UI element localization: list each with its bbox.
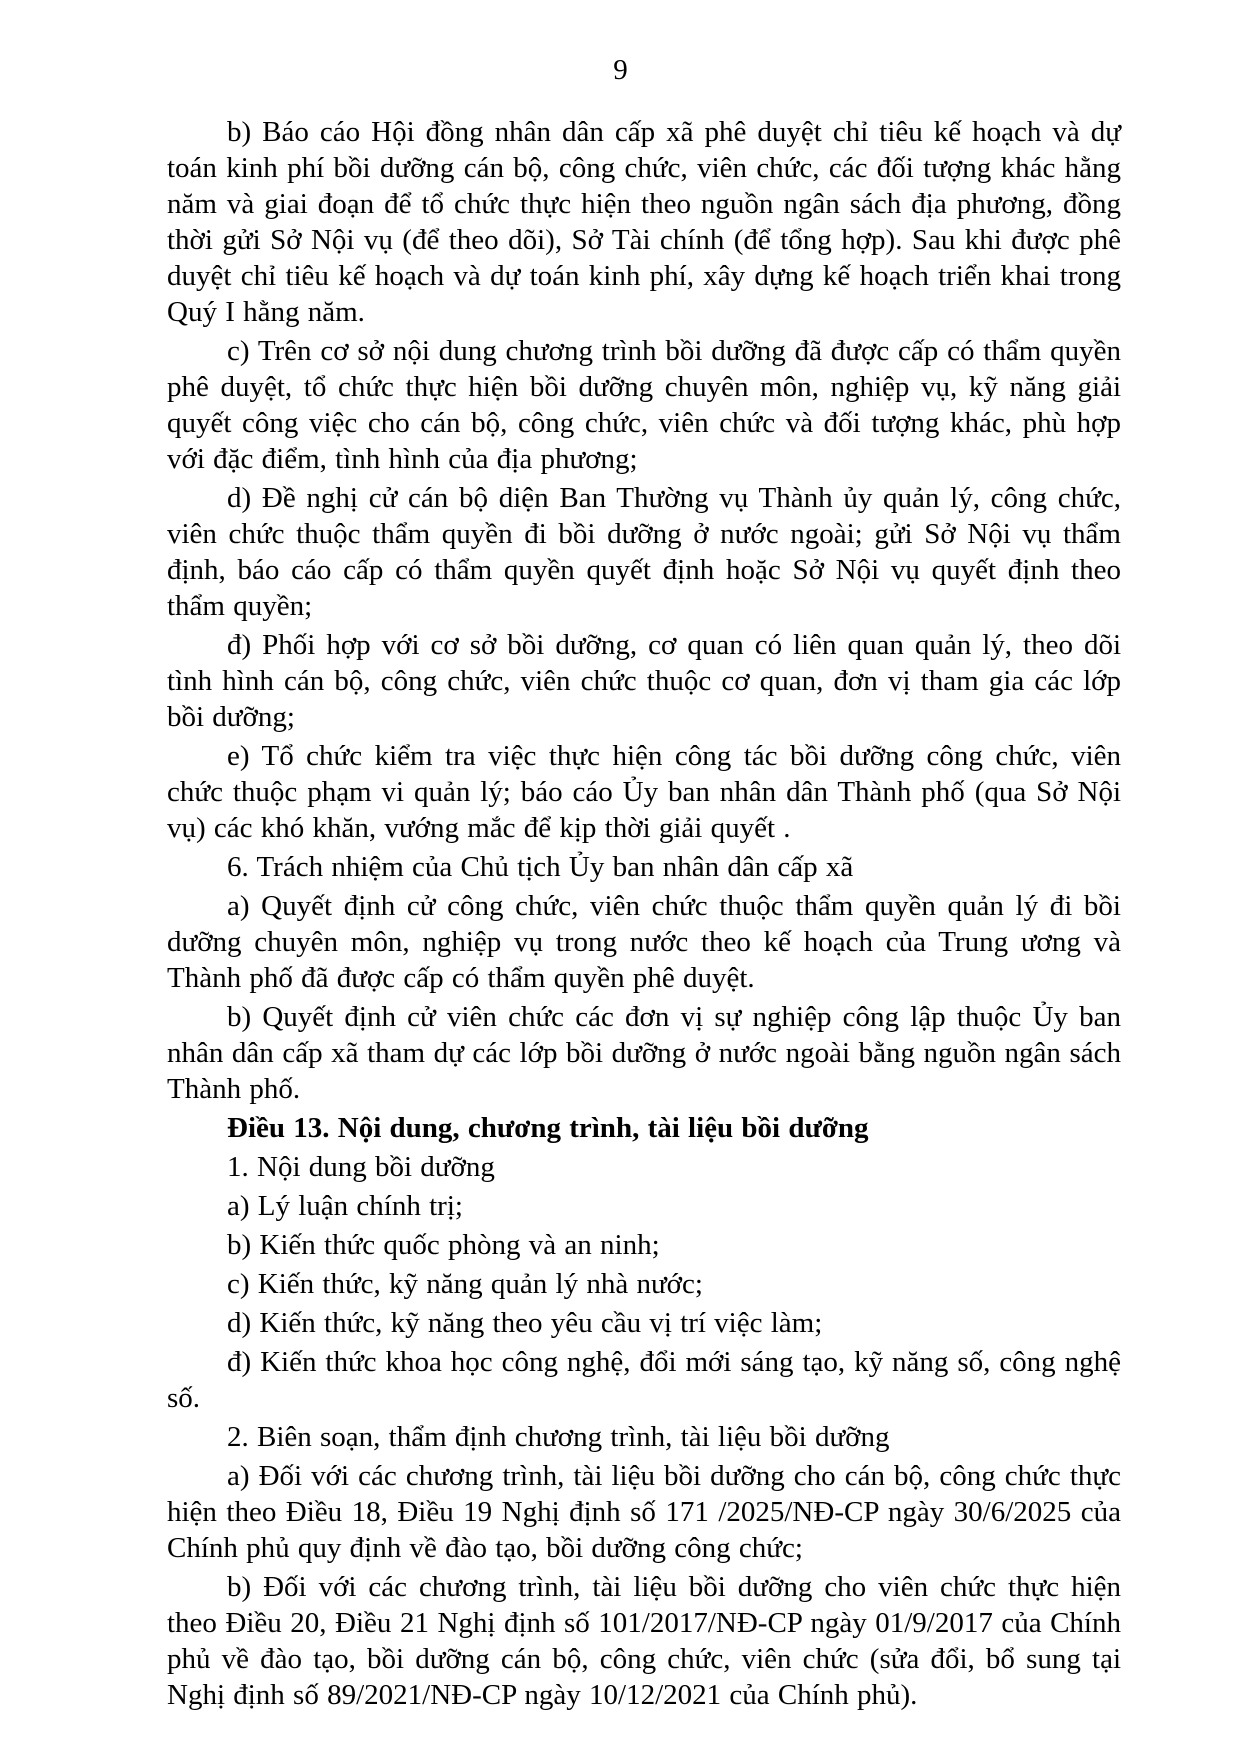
item-1dd-science-technology: đ) Kiến thức khoa học công nghệ, đổi mới sáng tạo, kỹ năng số, công nghệ số. — [167, 1346, 1121, 1414]
paragraph-c-implement-program: c) Trên cơ sở nội dung chương trình bồi dưỡng đã được cấp có thẩm quyền phê duyệt, tổ chức thực hiện bồi dưỡng chuyên môn, nghiệp vụ, kỹ năng giải quyết công việc cho cán bộ, công chức, viên chức và đối tượng khác, phù hợp với đặc điểm, tình hình của địa phương; — [167, 335, 1121, 475]
paragraph-b-report-council: b) Báo cáo Hội đồng nhân dân cấp xã phê duyệt chỉ tiêu kế hoạch và dự toán kinh phí bồi dưỡng cán bộ, công chức, viên chức, các đối tượng khác hằng năm và giai đoạn để tổ chức thực hiện theo nguồn ngân sách địa phương, đồng thời gửi Sở Nội vụ (để theo dõi), Sở Tài chính (để tổng hợp). Sau khi được phê duyệt chỉ tiêu kế hoạch và dự toán kinh phí, xây dựng kế hoạch triển khai trong Quý I hằng năm. — [167, 116, 1121, 328]
paragraph-e-inspect: e) Tổ chức kiểm tra việc thực hiện công tác bồi dưỡng công chức, viên chức thuộc phạm vi quản lý; báo cáo Ủy ban nhân dân Thành phố (qua Sở Nội vụ) các khó khăn, vướng mắc để kịp thời giải quyết . — [167, 740, 1121, 844]
page-number: 9 — [613, 54, 628, 86]
paragraph-d-propose-cadres: d) Đề nghị cử cán bộ diện Ban Thường vụ Thành ủy quản lý, công chức, viên chức thuộc thẩm quyền đi bồi dưỡng ở nước ngoài; gửi Sở Nội vụ thẩm định, báo cáo cấp có thẩm quyền quyết định hoặc Sở Nội vụ quyết định theo thẩm quyền; — [167, 482, 1121, 622]
item-1d-job-position: d) Kiến thức, kỹ năng theo yêu cầu vị trí việc làm; — [227, 1307, 823, 1339]
paragraph-6a-decide-domestic: a) Quyết định cử công chức, viên chức thuộc thẩm quyền quản lý đi bồi dưỡng chuyên môn, nghiệp vụ trong nước theo kế hoạch của Trung ương và Thành phố đã được cấp có thẩm quyền phê duyệt. — [167, 890, 1121, 994]
item-2-compile-appraise-heading: 2. Biên soạn, thẩm định chương trình, tài liệu bồi dưỡng — [227, 1421, 890, 1453]
article-13-heading: Điều 13. Nội dung, chương trình, tài liệu bồi dưỡng — [227, 1112, 869, 1144]
paragraph-dd-coordinate: đ) Phối hợp với cơ sở bồi dưỡng, cơ quan có liên quan quản lý, theo dõi tình hình cán bộ, công chức, viên chức thuộc cơ quan, đơn vị tham gia các lớp bồi dưỡng; — [167, 629, 1121, 733]
paragraph-6b-decide-abroad: b) Quyết định cử viên chức các đơn vị sự nghiệp công lập thuộc Ủy ban nhân dân cấp xã tham dự các lớp bồi dưỡng ở nước ngoài bằng nguồn ngân sách Thành phố. — [167, 1001, 1121, 1105]
item-2a-decree-171-2025: a) Đối với các chương trình, tài liệu bồi dưỡng cho cán bộ, công chức thực hiện theo Điều 18, Điều 19 Nghị định số 171 /2025/NĐ-CP ngày 30/6/2025 của Chính phủ quy định về đào tạo, bồi dưỡng công chức; — [167, 1460, 1121, 1564]
item-2b-decree-101-2017: b) Đối với các chương trình, tài liệu bồi dưỡng cho viên chức thực hiện theo Điều 20, Điều 21 Nghị định số 101/2017/NĐ-CP ngày 01/9/2017 của Chính phủ về đào tạo, bồi dưỡng cán bộ, công chức, viên chức (sửa đổi, bổ sung tại Nghị định số 89/2021/NĐ-CP ngày 10/12/2021 của Chính phủ). — [167, 1571, 1121, 1711]
section-6-heading: 6. Trách nhiệm của Chủ tịch Ủy ban nhân dân cấp xã — [227, 851, 854, 883]
item-1c-state-management: c) Kiến thức, kỹ năng quản lý nhà nước; — [227, 1268, 703, 1300]
item-1-content-heading: 1. Nội dung bồi dưỡng — [227, 1151, 495, 1183]
document-body — [0, 114, 1241, 1713]
item-1b-defense-security: b) Kiến thức quốc phòng và an ninh; — [227, 1229, 660, 1261]
item-1a-political-theory: a) Lý luận chính trị; — [227, 1190, 463, 1222]
